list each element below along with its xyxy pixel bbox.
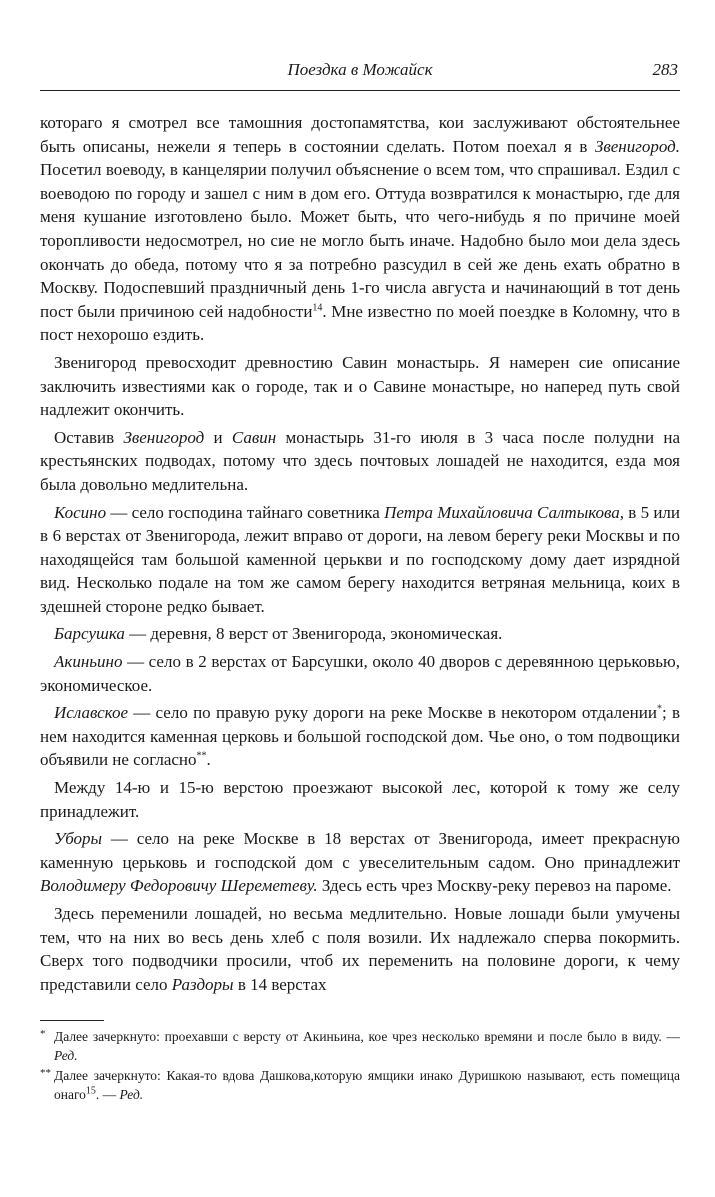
italic-run: Иславское: [54, 703, 128, 723]
footnote-text: Далее зачеркнуто: проехавши с версту от Акиньина, кое чрез несколько времяни и после было в виду. —: [54, 1029, 680, 1044]
paragraph-2: Звенигород превосходит древностию Савин монастырь. Я намерен сие описание заключить известиями как о городе, так и о Савине монастыре, но наперед путь свой надлежит окончить.: [40, 352, 680, 420]
footnote-ref: *: [656, 703, 662, 715]
footnote-rule: [40, 1020, 104, 1021]
editor-mark: Ред.: [119, 1086, 144, 1102]
text-run: Здесь переменили лошадей, но весьма медлительно. Новые лошади были умучены тем, что на них во весь день хлеб с поля возили. Их надлежало сперва покормить. Сверх того подводчики просили, чтоб их переменить на половине дороги, к чему представили село: [40, 904, 680, 994]
page-number: 283: [652, 60, 678, 79]
italic-run: Уборы: [54, 829, 103, 849]
book-page: [40, 0, 680, 1197]
running-title: Поездка в Можайск: [287, 60, 433, 79]
footnote-mark: *: [40, 1028, 46, 1040]
editor-mark: Ред.: [54, 1047, 78, 1063]
paragraph-10: [40, 902, 680, 996]
text-run: ; в нем находится каменная церковь и большой господской дом. Чье оно, о том подвощики объявили не согласно: [40, 703, 681, 770]
running-head: [40, 60, 680, 86]
footnotes: [40, 1028, 680, 1106]
text-run: в 14 верстах: [233, 974, 327, 994]
text-run: — село в 2 верстах от Барсушки, около 40 дворов с деревянною церьковью, экономическое.: [40, 652, 680, 695]
italic-run: Савин: [231, 427, 277, 447]
text-run: котораго я смотрел все тамошния достопамятства, кои заслуживают обстоятельнее быть описаны, нежели я теперь в состоянии сделать. Потом поехал я в: [40, 113, 680, 156]
paragraph-6: [40, 650, 680, 697]
italic-run: Звенигород: [123, 427, 205, 447]
body-text: [40, 111, 680, 996]
text-run: Посетил воеводу, в канцелярии получил объяснение о всем том, что спрашивал. Ездил с воеводою по городу и зашел с ним в дом его. Оттуда возвратился к монастырю, где для меня кушание изготовлено было. Может быть, что чего-нибудь я по причине моей торопливости недосмотрел, но сие не могло быть иначе. Надобно было мои дела здесь окончать до обеда, потому что я за потребно разсудил в сей же день ехать обратно в Москву. Подоспевший праздничный день 1-го числа августа и начинающий в тот день пост были причиною сей надобности: [40, 160, 680, 321]
paragraph-7: [40, 701, 680, 772]
header-rule: [40, 90, 680, 91]
footnote-2: [40, 1067, 680, 1104]
footnote-text: . —: [95, 1086, 120, 1102]
note-ref: 14: [312, 302, 323, 314]
text-run: — село по правую руку дороги на реке Москве в некотором отдалении: [128, 703, 657, 723]
footnote-mark: **: [40, 1067, 51, 1079]
footnote-text: Далее зачеркнуто: Какая-то вдова Дашкова,которую ямщики инако Дуришкою называют, есть помещица онаго: [54, 1068, 680, 1102]
text-run: . Мне известно по моей поездке в Коломну, что в пост нехорошо ездить.: [40, 301, 680, 345]
footnote-1: [40, 1028, 680, 1065]
italic-run: Петра Михайловича Салтыкова,: [384, 502, 625, 522]
paragraph-9: [40, 827, 680, 898]
text-run: — деревня, 8 верст от Звенигорода, экономическая.: [124, 624, 503, 644]
footnote-ref: **: [196, 750, 207, 762]
italic-run: Акиньино: [54, 652, 123, 672]
paragraph-1: [40, 111, 680, 347]
note-ref: 15: [85, 1085, 96, 1096]
text-run: .: [206, 750, 211, 770]
paragraph-5: [40, 622, 680, 646]
italic-run: Косино: [54, 502, 107, 522]
paragraph-4: [40, 501, 680, 619]
italic-run: Барсушка: [54, 624, 125, 644]
italic-run: Звенигород.: [594, 136, 680, 156]
text-run: в 5 или в 6 верстах от Звенигорода, лежит вправо от дороги, на левом берегу реки Москвы и по находящейся там большой каменной церькви и по господскому дому дает изрядной вид. Несколько подале на том же самом берегу находится ветряная мельница, коих в здешней стороне редко бывает.: [40, 502, 681, 616]
paragraph-8: Между 14-ю и 15-ю верстою проезжают высокой лес, которой к тому же селу принадлежит.: [40, 778, 680, 821]
text-run: монастырь 31-го июля в 3 часа после полудни на крестьянских подводах, потому что здесь почтовых лошадей не находится, езда моя была довольно медлительна.: [40, 427, 680, 494]
italic-run: Раздоры: [171, 974, 234, 994]
paragraph-3: [40, 426, 680, 497]
text-run: и: [204, 427, 232, 447]
text-run: Здесь есть чрез Москву-реку перевоз на пароме.: [317, 876, 672, 896]
text-run: Оставив: [54, 427, 124, 447]
italic-run: Володимеру Федоровичу Шереметеву.: [40, 876, 318, 896]
text-run: — село господина тайнаго советника: [106, 502, 385, 522]
text-run: — село на реке Москве в 18 верстах от Звенигорода, имеет прекрасную каменную церьковь и господской дом с увеселительным садом. Оно принадлежит: [40, 829, 680, 872]
